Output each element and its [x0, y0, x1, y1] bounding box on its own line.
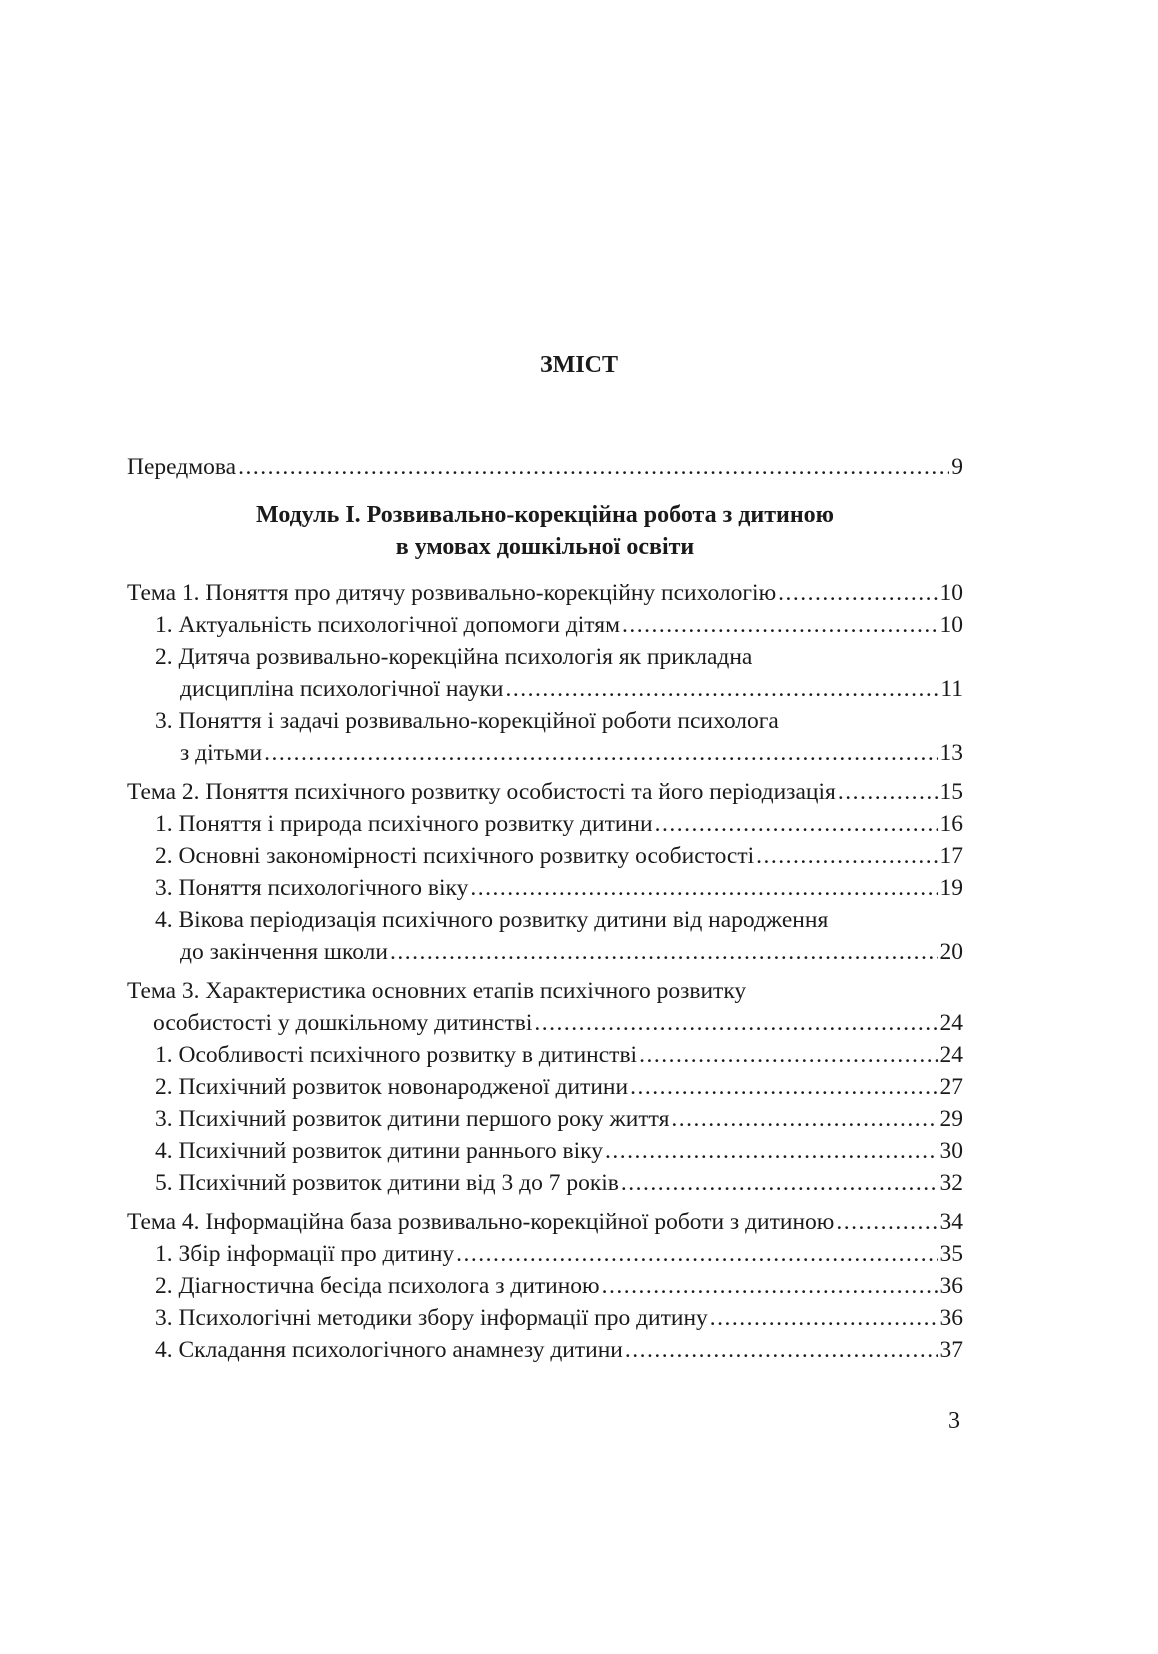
toc-page-number: 9	[951, 454, 963, 480]
toc-entry-label: Тема 4. Інформаційна база розвивально-корекційної роботи з дитиною	[127, 1209, 835, 1235]
toc-entry[interactable]	[127, 1103, 963, 1135]
leader-dots	[778, 577, 937, 609]
table-of-contents	[127, 451, 963, 1366]
leader-dots	[630, 1071, 937, 1103]
module-heading-line: Модуль І. Розвивально-корекційна робота з дитиною	[255, 502, 834, 528]
leader-dots	[836, 1206, 937, 1238]
toc-entry-label: 3. Поняття психологічного віку	[155, 875, 469, 901]
leader-dots	[671, 1103, 937, 1135]
page-title: ЗМІСТ	[540, 352, 618, 378]
module-heading	[127, 499, 963, 563]
toc-entry-label: 2. Діагностична бесіда психолога з дитиною	[155, 1273, 600, 1299]
toc-entry-label: 3. Психологічні методики збору інформації про дитину	[155, 1305, 708, 1331]
toc-entry[interactable]	[127, 1302, 963, 1334]
toc-entry-label: Тема 1. Поняття про дитячу розвивально-корекційну психологію	[127, 580, 777, 606]
leader-dots	[264, 737, 937, 769]
toc-entry-label: 1. Актуальність психологічної допомоги дітям	[155, 612, 620, 638]
toc-entry[interactable]	[127, 1135, 963, 1167]
toc-entry-label: до закінчення школи	[180, 939, 388, 965]
toc-entry-label: 1. Збір інформації про дитину	[155, 1241, 455, 1267]
toc-entry-label: 4. Складання психологічного анамнезу дитини	[155, 1337, 623, 1363]
leader-dots	[470, 872, 937, 904]
toc-entry-line	[127, 705, 963, 737]
leader-dots	[622, 609, 938, 641]
toc-topic-group	[127, 1206, 963, 1366]
toc-page-number: 37	[939, 1337, 963, 1363]
toc-page-number: 10	[939, 612, 963, 638]
toc-entry[interactable]	[127, 1007, 963, 1039]
leader-dots	[838, 776, 938, 808]
leader-dots	[238, 451, 949, 483]
toc-topic-group	[127, 975, 963, 1199]
toc-page-number: 16	[939, 811, 963, 837]
toc-entry[interactable]	[127, 1167, 963, 1199]
toc-entry[interactable]	[127, 1334, 963, 1366]
toc-page-number: 17	[939, 843, 963, 869]
leader-dots	[390, 936, 938, 968]
toc-entry-label: 2. Дитяча розвивально-корекційна психологія як прикладна	[155, 644, 753, 670]
toc-entry-line	[127, 975, 963, 1007]
toc-page-number: 24	[939, 1010, 963, 1036]
toc-entry-label: 3. Поняття і задачі розвивально-корекційної роботи психолога	[155, 708, 779, 734]
page-number: 3	[948, 1408, 960, 1434]
leader-dots	[621, 1167, 938, 1199]
toc-page-number: 15	[939, 779, 963, 805]
toc-entry-preface[interactable]	[127, 451, 963, 483]
toc-entry[interactable]	[127, 1238, 963, 1270]
toc-entry-label: 1. Особливості психічного розвитку в дитинстві	[155, 1042, 638, 1068]
toc-page-number: 19	[939, 875, 963, 901]
toc-entry[interactable]	[127, 808, 963, 840]
toc-entry-line	[127, 904, 963, 936]
toc-entry-label: дисципліна психологічної науки	[180, 676, 504, 702]
toc-page-number: 10	[939, 580, 963, 606]
toc-page-number: 36	[939, 1273, 963, 1299]
toc-entry[interactable]	[127, 776, 963, 808]
leader-dots	[710, 1302, 938, 1334]
toc-entry-label: 5. Психічний розвиток дитини від 3 до 7 років	[155, 1170, 619, 1196]
toc-topic-group	[127, 776, 963, 968]
toc-page-number: 29	[939, 1106, 963, 1132]
toc-page-number: 34	[939, 1209, 963, 1235]
module-heading-line: в умовах дошкільної освіти	[395, 534, 695, 560]
topics-list	[127, 577, 963, 1366]
toc-entry[interactable]	[127, 1270, 963, 1302]
toc-entry-label: 2. Психічний розвиток новонародженої дитини	[155, 1074, 629, 1100]
leader-dots	[534, 1007, 937, 1039]
toc-topic-group	[127, 577, 963, 769]
toc-page-number: 36	[939, 1305, 963, 1331]
toc-page-number: 11	[940, 676, 963, 702]
toc-entry-label: 1. Поняття і природа психічного розвитку дитини	[155, 811, 653, 837]
toc-entry-label: особистості у дошкільному дитинстві	[153, 1010, 533, 1036]
toc-entry[interactable]	[127, 1206, 963, 1238]
toc-entry-label: 4. Психічний розвиток дитини раннього віку	[155, 1138, 603, 1164]
leader-dots	[655, 808, 938, 840]
toc-entry-label: з дітьми	[180, 740, 263, 766]
toc-entry-label: Тема 2. Поняття психічного розвитку особистості та його періодизація	[127, 779, 836, 805]
toc-page-number: 35	[939, 1241, 963, 1267]
leader-dots	[625, 1334, 938, 1366]
toc-page-number: 30	[939, 1138, 963, 1164]
toc-page-number: 20	[939, 939, 963, 965]
leader-dots	[602, 1270, 938, 1302]
toc-entry[interactable]	[127, 936, 963, 968]
leader-dots	[605, 1135, 938, 1167]
leader-dots	[505, 673, 938, 705]
toc-entry[interactable]	[127, 737, 963, 769]
toc-page-number: 24	[939, 1042, 963, 1068]
toc-entry[interactable]	[127, 1071, 963, 1103]
toc-entry[interactable]	[127, 1039, 963, 1071]
toc-entry-label: 3. Психічний розвиток дитини першого року життя	[155, 1106, 670, 1132]
toc-entry[interactable]	[127, 840, 963, 872]
toc-entry-label: 4. Вікова періодизація психічного розвитку дитини від народження	[155, 907, 829, 933]
toc-entry[interactable]	[127, 872, 963, 904]
leader-dots	[456, 1238, 937, 1270]
toc-entry[interactable]	[127, 577, 963, 609]
toc-page-number: 27	[939, 1074, 963, 1100]
toc-entry-label: 2. Основні закономірності психічного розвитку особистості	[155, 843, 755, 869]
toc-page-number: 13	[939, 740, 963, 766]
toc-entry[interactable]	[127, 673, 963, 705]
toc-entry-label: Передмова	[127, 454, 237, 480]
toc-entry[interactable]	[127, 609, 963, 641]
toc-entry-line	[127, 641, 963, 673]
toc-page-number: 32	[939, 1170, 963, 1196]
leader-dots	[639, 1039, 937, 1071]
toc-entry-label: Тема 3. Характеристика основних етапів психічного розвитку	[127, 978, 747, 1004]
leader-dots	[756, 840, 937, 872]
